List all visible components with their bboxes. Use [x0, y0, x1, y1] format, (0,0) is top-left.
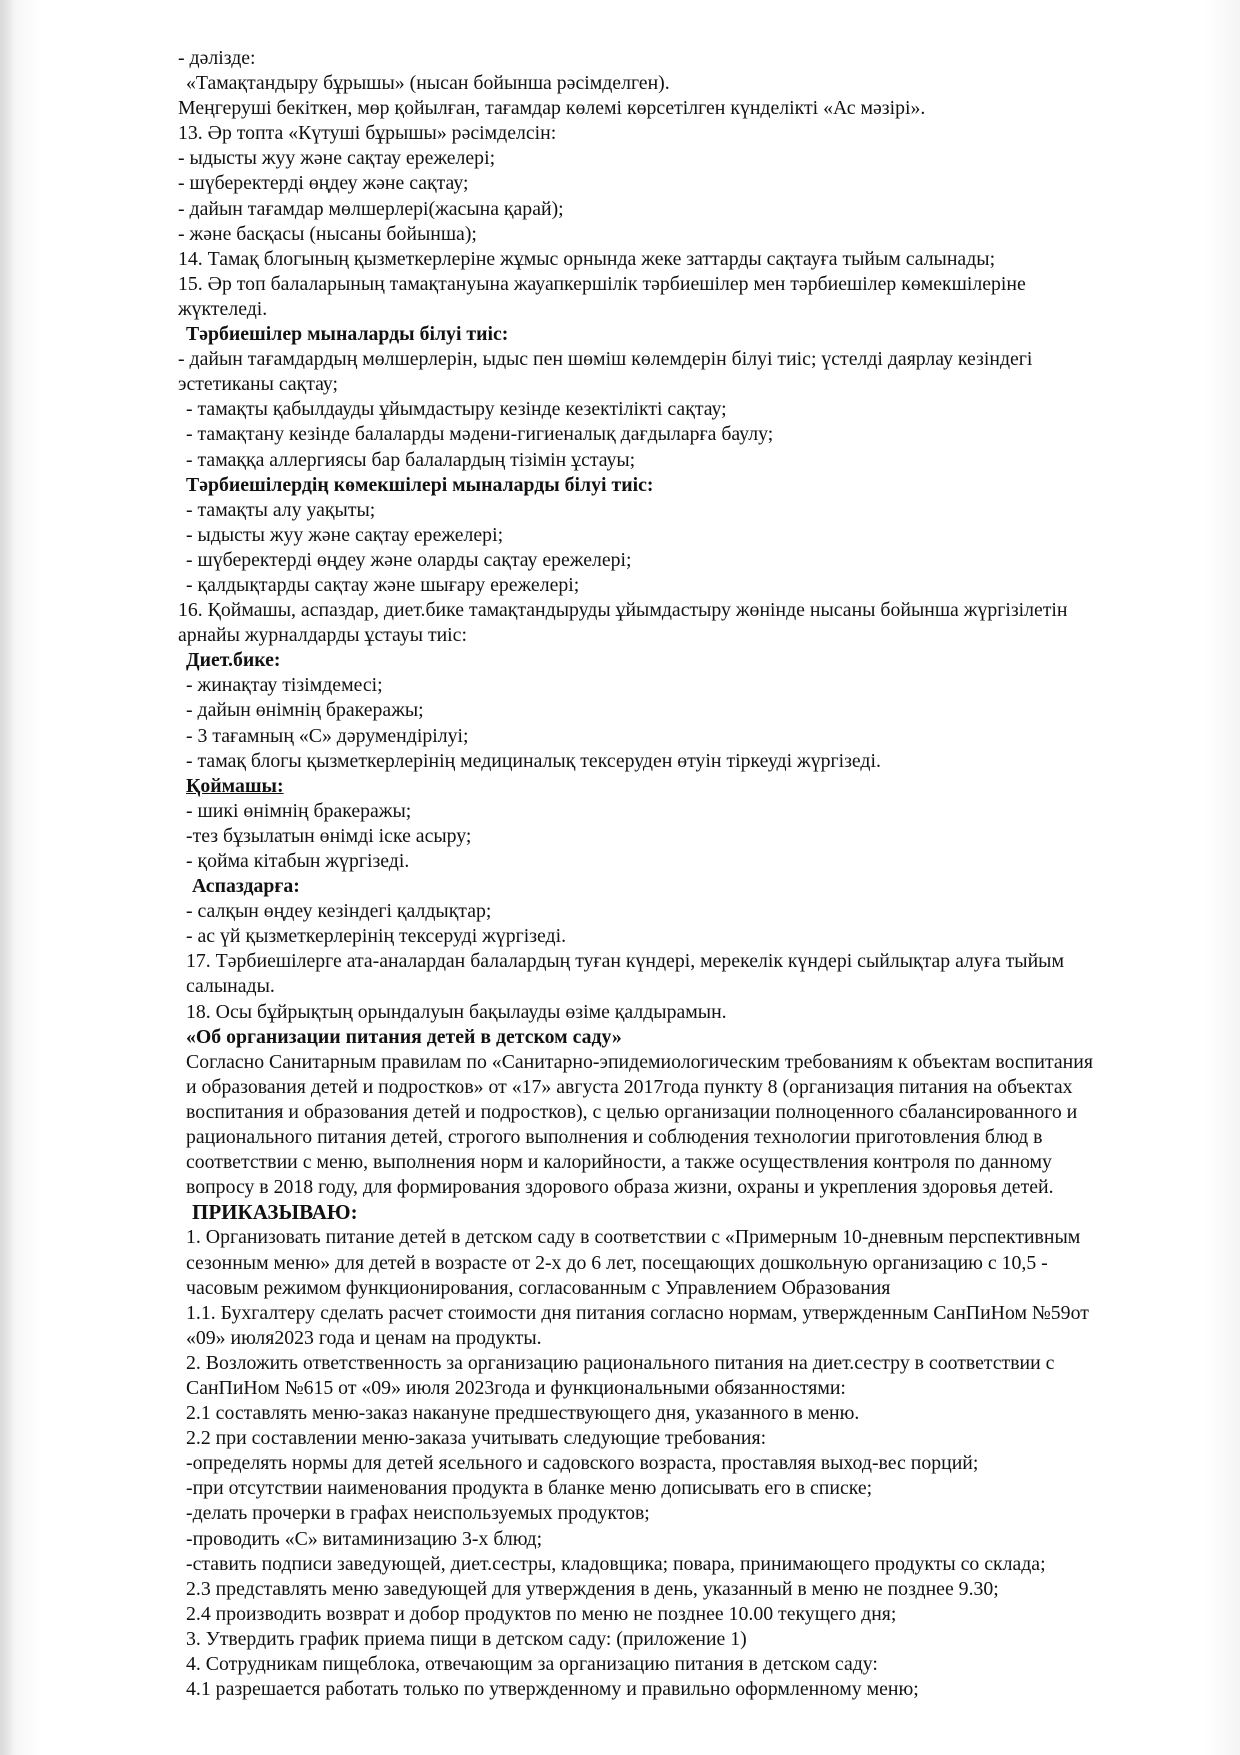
ru-intro-line: воспитания и образования детей и подростков), с целью организации полноценного сбалансированного и: [186, 1100, 1078, 1123]
ru-intro-line: соответствии с меню, выполнения норм и калорийности, а также осуществления контроля по данному: [186, 1151, 1052, 1174]
ru-item-line: 1. Организовать питание детей в детском саду в соответствии с «Примерным 10-дневным перспективным: [186, 1226, 1081, 1249]
kk-line-menu: Меңгеруші бекіткен, мөр қойылған, тағамдар көлемі көрсетілген күнделікті «Ас мәзірі».: [178, 97, 926, 120]
ru-item-line: -делать прочерки в графах неиспользуемых продуктов;: [186, 1502, 650, 1525]
kk-list-item: - және басқасы (нысаны бойынша);: [178, 222, 477, 245]
kk-list-item: - тамақтану кезінде балаларды мәдени-гигиеналық дағдыларға баулу;: [186, 423, 774, 446]
kk-item-15-cont: жүктеледі.: [178, 297, 268, 320]
kk-list-item-cont: эстетиканы сақтау;: [178, 373, 339, 396]
ru-item-line: 3. Утвердить график приема пищи в детском саду: (приложение 1): [186, 1627, 747, 1650]
kk-list-item: - дайын тағамдардың мөлшерлерін, ыдыс пен шөміш көлемдерін білуі тиіс; үстелді даярлау кезіндегі: [178, 348, 1033, 371]
kk-item-18: 18. Осы бұйрықтың орындалуын бақылауды өзіме қалдырамын.: [186, 1000, 727, 1023]
kk-list-item: - қалдықтарды сақтау және шығару ережелері;: [186, 573, 580, 596]
kk-list-item: - шүберектерді өңдеу және сақтау;: [178, 172, 469, 195]
kk-list-item: - жинақтау тізімдемесі;: [186, 674, 383, 697]
kk-item-15: 15. Әр топ балаларының тамақтануына жауапкершілік тәрбиешілер мен тәрбиешілер көмекшілеріне: [178, 272, 1026, 295]
kk-list-item: -тез бұзылатын өнімді іске асыру;: [186, 824, 472, 847]
kk-item-13: 13. Әр топта «Күтуші бұрышы» рәсімделсін:: [178, 122, 557, 145]
ru-item-line: сезонным меню» для детей в возрасте от 2-х до 6 лет, посещающих дошкольную организацию с 10,5 -: [186, 1251, 1048, 1274]
ru-intro-line: и образования детей и подростков» от «17» августа 2017года пункту 8 (организация питания на объектах: [186, 1075, 1073, 1098]
kk-list-item: - тамақты қабылдауды ұйымдастыру кезінде кезектілікті сақтау;: [186, 398, 727, 421]
kk-list-item: - тамақ блогы қызметкерлерінің медициналық тексеруден өтуін тіркеуді жүргізеді.: [186, 749, 881, 772]
kk-list-item: - тамақты алу уақыты;: [186, 498, 376, 521]
ru-item-line: -при отсутствии наименования продукта в бланке меню дописывать его в списке;: [186, 1477, 873, 1500]
kk-list-item: - 3 тағамның «С» дәрумендірілуі;: [186, 724, 469, 747]
ru-intro-line: рационального питания детей, строгого выполнения и соблюдения технологии приготовления блюд в: [186, 1126, 1043, 1149]
ru-item-line: часовым режимом функционирования, согласованным с Управлением Образования: [186, 1276, 891, 1299]
ru-item-line: 2.1 составлять меню-заказ накануне предшествующего дня, указанного в меню.: [186, 1402, 860, 1425]
document-body: [178, 46, 1188, 1702]
kk-item-14: 14. Тамақ блогының қызметкерлеріне жұмыс орнында жеке заттарды сақтауға тыйым салынады;: [178, 247, 996, 270]
kk-diet-heading: Диет.бике:: [186, 649, 281, 672]
ru-item-line: 4. Сотрудникам пищеблока, отвечающим за организацию питания в детском саду:: [186, 1653, 878, 1675]
ru-item-line: 2.2 при составлении меню-заказа учитывать следующие требования:: [186, 1427, 767, 1450]
kk-line: - дәлізде:: [178, 47, 256, 69]
kk-item-16: 16. Қоймашы, аспаздар, диет.бике тамақтандыруды ұйымдастыру жөнінде нысаны бойынша жүргізілетін: [178, 599, 1068, 622]
ru-order-title: «Об организации питания детей в детском саду»: [186, 1025, 622, 1048]
kk-list-item: - шүберектерді өңдеу және оларды сақтау ережелері;: [186, 548, 632, 571]
kk-list-item: - қойма кітабын жүргізеді.: [186, 850, 410, 872]
ru-item-line: 2.4 производить возврат и добор продуктов по меню не позднее 10.00 текущего дня;: [186, 1602, 897, 1625]
kk-cooks-heading: Аспаздарға:: [192, 875, 300, 898]
ru-item-line: -определять нормы для детей ясельного и садовского возраста, проставляя выход-вес порций;: [186, 1452, 979, 1475]
kk-list-item: - ыдысты жуу және сақтау ережелері;: [186, 523, 504, 546]
ru-intro-line: Согласно Санитарным правилам по «Санитарно-эпидемиологическим требованиям к объектам воспитания: [186, 1050, 1093, 1073]
kk-item-17-cont: салынады.: [186, 975, 275, 998]
kk-item-17: 17. Тәрбиешілерге ата-аналардан балалардың туған күндері, мерекелік күндері сыйлықтар алуға тыйым: [186, 950, 1064, 973]
kk-store-heading: Қоймашы:: [186, 774, 284, 797]
kk-teachers-heading: Тәрбиешілер мыналарды білуі тиіс:: [186, 323, 509, 346]
kk-list-item: - дайын өнімнің бракеражы;: [186, 699, 424, 722]
kk-item-16-cont: арнайы журналдарды ұстауы тиіс:: [178, 624, 467, 647]
ru-order-word: ПРИКАЗЫВАЮ:: [192, 1200, 358, 1225]
scan-edge-shadow: [0, 0, 14, 1755]
ru-item-line: 1.1. Бухгалтеру сделать расчет стоимости дня питания согласно нормам, утвержденным СанПиНом №59от: [186, 1301, 1089, 1324]
ru-item-line: «09» июля2023 года и ценам на продукты.: [186, 1326, 542, 1349]
ru-item-line: -проводить «С» витаминизацию 3-х блюд;: [186, 1527, 543, 1550]
kk-list-item: - салқын өңдеу кезіндегі қалдықтар;: [186, 900, 492, 923]
ru-intro-line: вопросу в 2018 году, для формирования здорового образа жизни, охраны и укрепления здоровья детей.: [186, 1176, 1054, 1199]
kk-list-item: - шикі өнімнің бракеражы;: [186, 799, 412, 822]
kk-assistants-heading: Тәрбиешілердің көмекшілері мыналарды білуі тиіс:: [186, 473, 654, 496]
ru-item-line: 2. Возложить ответственность за организацию рационального питания на диет.сестру в соответствии с: [186, 1351, 1055, 1374]
kk-list-item: - ыдысты жуу және сақтау ережелері;: [178, 147, 496, 170]
ru-item-line: 2.3 представлять меню заведующей для утверждения в день, указанный в меню не позднее 9.30;: [186, 1577, 999, 1600]
kk-list-item: - тамаққа аллергиясы бар балалардың тізімін ұстауы;: [186, 448, 636, 471]
ru-item-line: 4.1 разрешается работать только по утвержденному и правильно оформленному меню;: [186, 1678, 919, 1701]
kk-list-item: - ас үй қызметкерлерінің тексеруді жүргізеді.: [186, 925, 567, 948]
kk-list-item: - дайын тағамдар мөлшерлері(жасына қарай);: [178, 197, 564, 220]
ru-item-line: СанПиНом №615 от «09» июля 2023года и функциональными обязанностями:: [186, 1376, 846, 1399]
kk-line: «Тамақтандыру бұрышы» (нысан бойынша рәсімделген).: [186, 72, 670, 95]
ru-item-line: -ставить подписи заведующей, диет.сестры, кладовщика; повара, принимающего продукты со склада;: [186, 1552, 1046, 1575]
